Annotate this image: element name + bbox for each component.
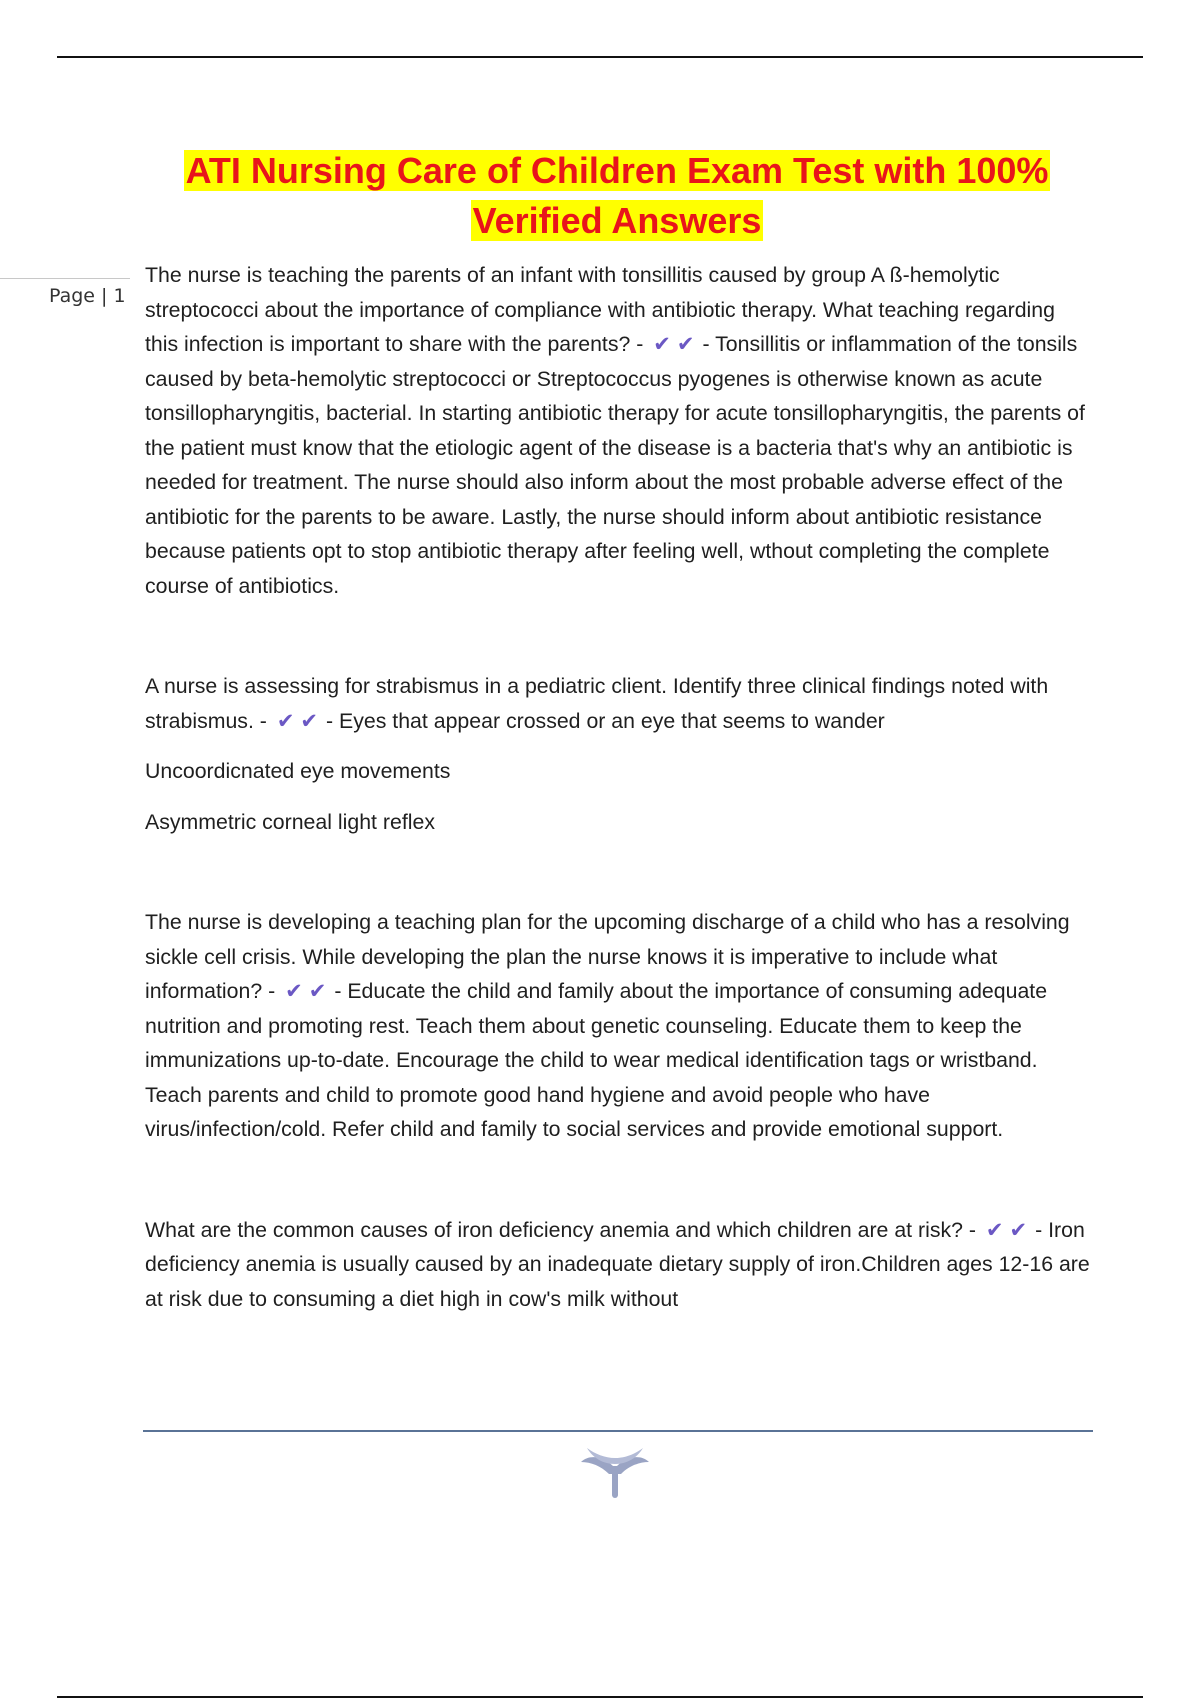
qa-text	[145, 258, 1090, 603]
answer-text: - Eyes that appear crossed or an eye that seems to wander	[326, 708, 885, 733]
double-check-icon: ✔✔	[653, 332, 701, 356]
double-check-icon: ✔✔	[285, 979, 333, 1003]
qa-content	[145, 258, 1090, 1316]
qa-item	[145, 258, 1090, 603]
title-line-2: Verified Answers	[472, 200, 762, 241]
bottom-page-rule	[57, 1696, 1143, 1698]
answer-text: - Iron deficiency anemia is usually caused by an inadequate dietary supply of iron.Children ages 12-16 are at risk due to consuming a diet high in cow's milk without	[145, 1217, 1090, 1311]
page-number: Page | 1	[49, 285, 126, 307]
question-text: The nurse is developing a teaching plan for the upcoming discharge of a child who has a resolving sickle cell crisis. While developing the plan the nurse knows it is imperative to include what information? -	[145, 910, 1070, 1003]
answer-extra-line: Asymmetric corneal light reflex	[145, 809, 435, 834]
qa-text	[145, 905, 1090, 1147]
answer-text: - Educate the child and family about the importance of consuming adequate nutrition and promoting rest. Teach them about genetic counseling. Educate them to keep the immunizations up-to-date. Encourage the child to wear medical identification tags or wristband. Teach parents and child to promote good hand hygiene and avoid people who have virus/infection/cold. Refer child and family to social services and provide emotional support.	[145, 979, 1048, 1141]
qa-text	[145, 1213, 1090, 1317]
question-text: A nurse is assessing for strabismus in a pediatric client. Identify three clinical findings noted with strabismus. -	[145, 674, 1049, 733]
answer-extra-line: Uncoordicnated eye movements	[145, 759, 451, 783]
qa-item	[145, 905, 1090, 1147]
decorative-logo-icon	[577, 1444, 653, 1500]
answer-text: - Tonsillitis or inflammation of the tonsils caused by beta-hemolytic streptococci or Streptococcus pyogenes is otherwise known as acute tonsillopharyngitis, bacterial. In starting antibiotic therapy for acute tonsillopharyngitis, the parents of the patient must know that the etiologic agent of the disease is a bacteria that's why an antibiotic is needed for treatment. The nurse should also inform about the most probable adverse effect of the antibiotic for the parents to be aware. Lastly, the nurse should inform about antibiotic resistance because patients opt to stop antibiotic therapy after feeling well, wthout completing the complete course of antibiotics.	[145, 332, 1085, 598]
title-line-1: ATI Nursing Care of Children Exam Test with 100%	[185, 150, 1049, 191]
double-check-icon: ✔✔	[985, 1217, 1034, 1242]
qa-text	[145, 669, 1090, 738]
question-text: The nurse is teaching the parents of an infant with tonsillitis caused by group A ß-hemolytic streptococci about the importance of compliance with antibiotic therapy. What teaching regarding this infection is important to share with the parents? -	[145, 263, 1055, 356]
footer-rule	[143, 1430, 1093, 1432]
qa-item	[145, 1213, 1090, 1317]
double-check-icon: ✔✔	[276, 708, 325, 733]
question-text: What are the common causes of iron deficiency anemia and which children are at risk? -	[145, 1217, 976, 1242]
top-page-rule	[57, 56, 1143, 58]
document-title	[100, 146, 1134, 246]
qa-item	[145, 669, 1090, 839]
page-margin-line	[0, 278, 130, 279]
